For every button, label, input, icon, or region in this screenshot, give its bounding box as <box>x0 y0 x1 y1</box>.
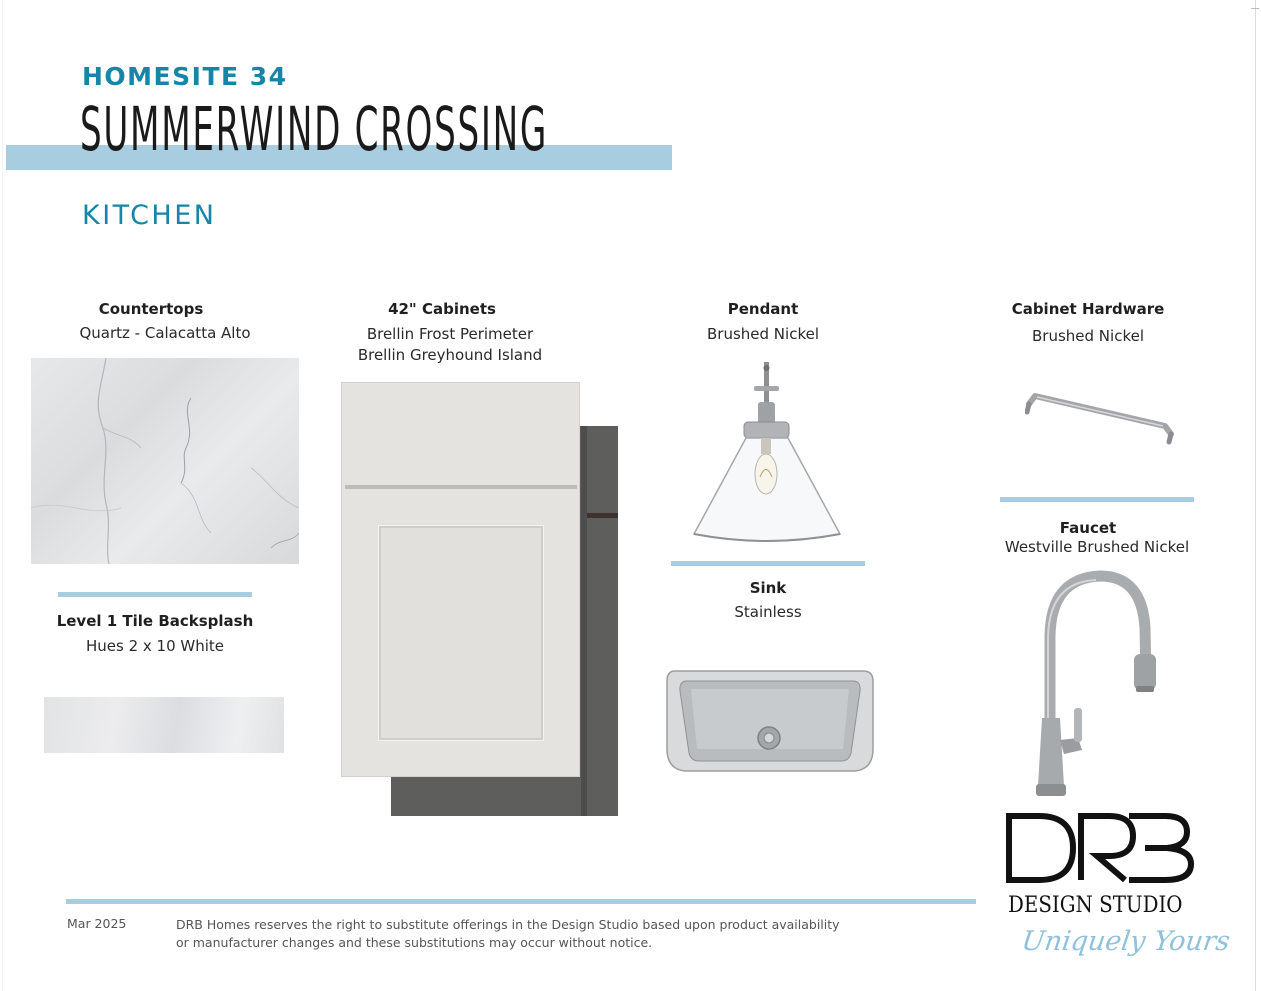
disclaimer-line: or manufacturer changes and these substitutions may occur without notice. <box>176 935 653 950</box>
countertops-value: Quartz - Calacatta Alto <box>79 324 251 342</box>
countertop-swatch <box>31 358 299 564</box>
hardware-label: Cabinet Hardware <box>1011 300 1165 318</box>
hardware-value: Brushed Nickel <box>1032 327 1144 345</box>
divider-rule <box>671 561 865 566</box>
backsplash-swatch <box>44 697 284 753</box>
page-edge <box>2 0 3 991</box>
page-edge <box>1255 0 1256 991</box>
cabinet-drawer-divider <box>345 485 577 489</box>
homesite-label: HOMESITE 34 <box>82 62 288 91</box>
logo-name: DESIGN STUDIO <box>1008 893 1183 918</box>
divider-rule <box>1000 497 1194 502</box>
backsplash-value: Hues 2 x 10 White <box>85 637 225 655</box>
marble-veining <box>31 358 299 564</box>
footer-disclaimer <box>176 916 840 952</box>
cabinet-pull-icon <box>1025 386 1175 452</box>
pendant-label: Pendant <box>727 300 799 318</box>
island-cabinet-stile <box>581 426 587 816</box>
footer-date: Mar 2025 <box>67 916 127 931</box>
cabinets-label: 42" Cabinets <box>388 300 496 318</box>
sink-value: Stainless <box>734 603 802 621</box>
disclaimer-line: DRB Homes reserves the right to substitute offerings in the Design Studio based upon product availability <box>176 917 840 932</box>
faucet-label: Faucet <box>1059 519 1117 537</box>
divider-rule <box>58 592 252 597</box>
island-cabinet-rail <box>587 513 618 518</box>
sink-icon <box>665 669 875 777</box>
section-title: KITCHEN <box>82 200 217 231</box>
cabinet-recessed-panel <box>379 526 543 740</box>
page-title: SUMMERWIND CROSSING <box>80 94 548 165</box>
drb-logo-mark <box>1005 812 1195 888</box>
cabinets-perimeter-value: Brellin Frost Perimeter <box>366 325 534 343</box>
backsplash-label: Level 1 Tile Backsplash <box>56 612 254 630</box>
faucet-icon <box>1030 568 1170 807</box>
faucet-value: Westville Brushed Nickel <box>1004 538 1190 556</box>
scroll-marker <box>1251 8 1259 9</box>
sink-label: Sink <box>749 579 787 597</box>
footer-rule <box>66 899 976 904</box>
pendant-light-icon <box>690 362 845 551</box>
cabinets-island-value: Brellin Greyhound Island <box>357 346 543 364</box>
countertops-label: Countertops <box>98 300 204 318</box>
logo-tagline: Uniquely Yours <box>1019 926 1232 957</box>
pendant-value: Brushed Nickel <box>707 325 819 343</box>
